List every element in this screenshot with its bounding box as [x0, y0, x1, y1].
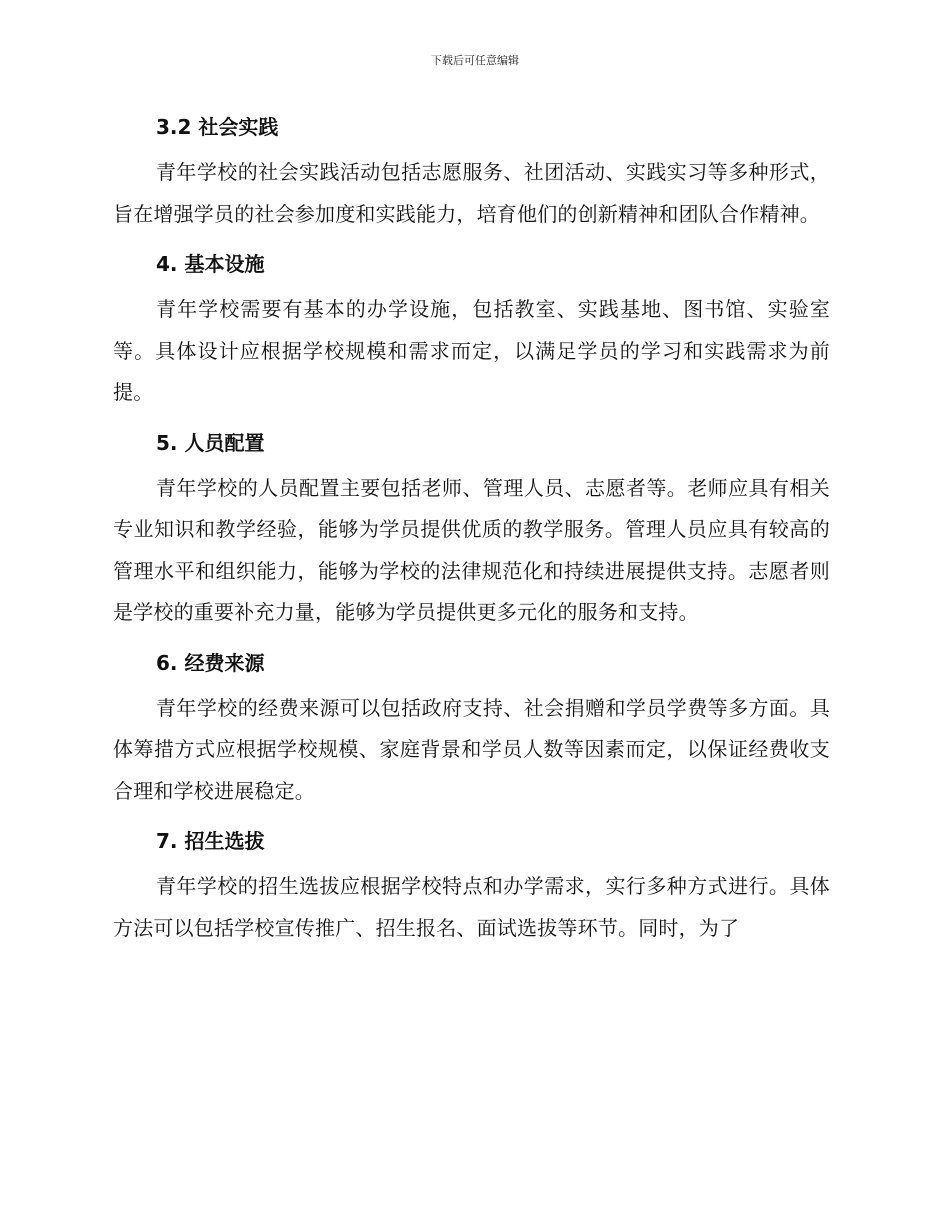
section-paragraph: 青年学校需要有基本的办学设施，包括教室、实践基地、图书馆、实验室等。具体设计应根据学校规模和需求而定，以满足学员的学习和实践需求为前提。: [113, 297, 830, 404]
section-social-practice: [113, 106, 830, 235]
section-heading: 3.2 社会实践: [156, 115, 279, 139]
section-admissions: [113, 820, 830, 949]
section-paragraph: 青年学校的社会实践活动包括志愿服务、社团活动、实践实习等多种形式，旨在增强学员的社会参加度和实践能力，培育他们的创新精神和团队合作精神。: [113, 160, 830, 226]
document-body: [113, 106, 830, 957]
page-header-note: 下载后可任意编辑: [431, 54, 519, 67]
section-basic-facilities: [113, 243, 830, 414]
section-heading: 7. 招生选拔: [156, 829, 265, 853]
section-paragraph: 青年学校的人员配置主要包括老师、管理人员、志愿者等。老师应具有相关专业知识和教学经验，能够为学员提供优质的教学服务。管理人员应具有较高的管理水平和组织能力，能够为学校的法律规范化和持续进展提供支持。志愿者则是学校的重要补充力量，能够为学员提供更多元化的服务和支持。: [113, 475, 830, 624]
section-heading: 5. 人员配置: [156, 430, 265, 455]
section-heading: 4. 基本设施: [156, 252, 265, 276]
section-funding: [113, 642, 830, 813]
section-staffing: [113, 422, 830, 634]
section-heading: 6. 经费来源: [156, 650, 265, 675]
section-paragraph: 青年学校的招生选拔应根据学校特点和办学需求，实行多种方式进行。具体方法可以包括学校宣传推广、招生报名、面试选拔等环节。同时，为了: [113, 874, 830, 940]
section-paragraph: 青年学校的经费来源可以包括政府支持、社会捐赠和学员学费等多方面。具体筹措方式应根据学校规模、家庭背景和学员人数等因素而定，以保证经费收支合理和学校进展稳定。: [113, 695, 830, 803]
